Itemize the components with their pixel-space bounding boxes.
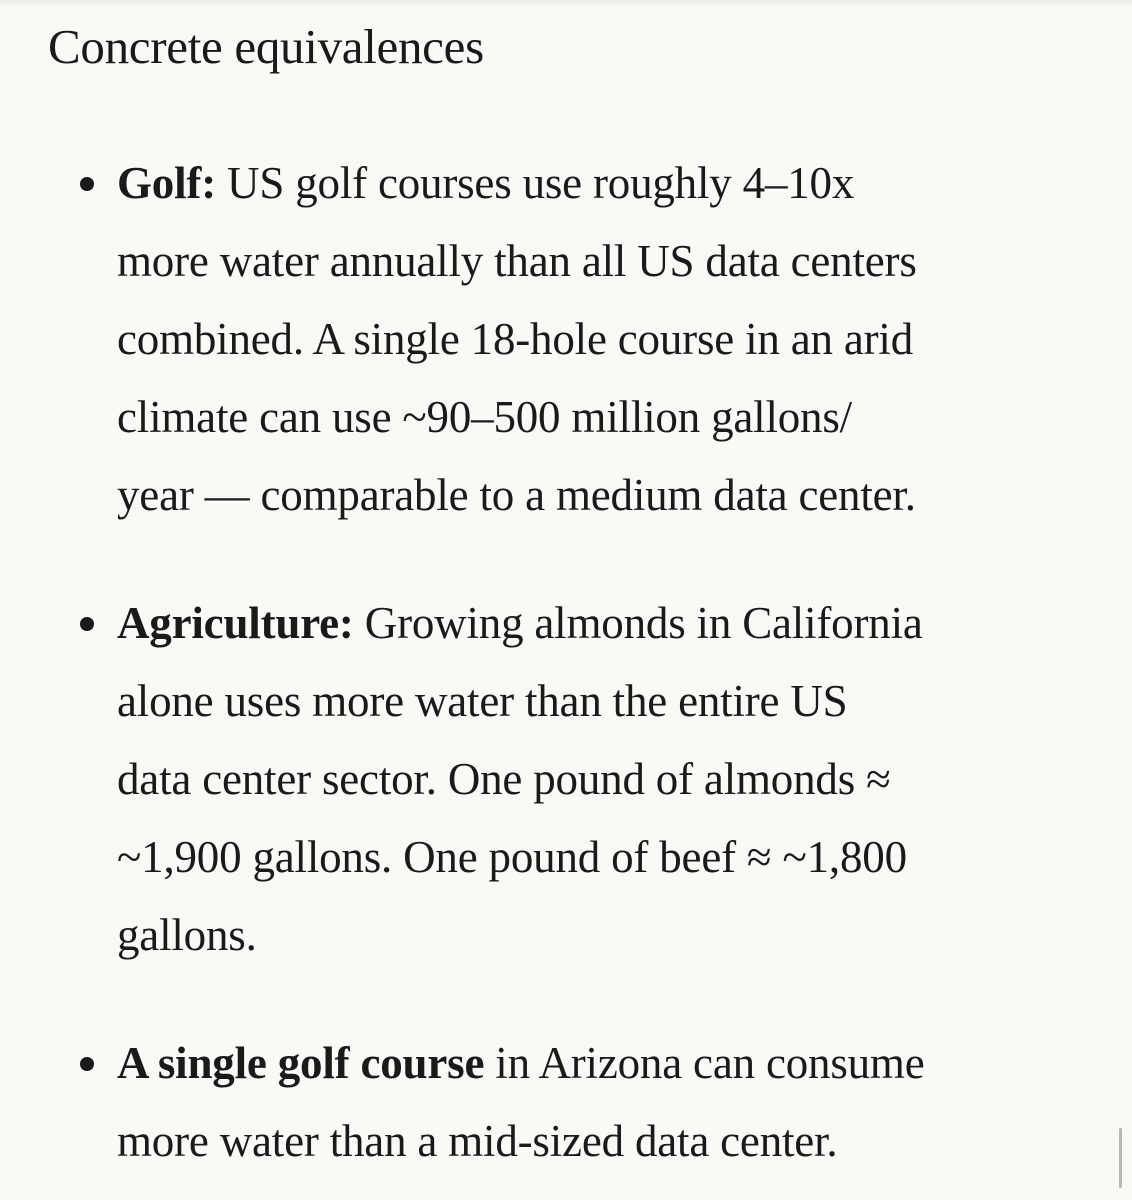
item-text: year — comparable to a medium data center.: [117, 470, 916, 520]
item-lead: Agriculture:: [117, 598, 354, 648]
item-line: [117, 584, 1097, 662]
item-text: more water annually than all US data centers: [117, 236, 917, 286]
item-text: climate can use ~90–500 million gallons/: [117, 392, 852, 442]
item-line: [117, 1024, 1097, 1102]
list-item-golf: [117, 144, 1097, 534]
list-item-agriculture: [117, 584, 1097, 974]
item-text: Growing almonds in California: [364, 598, 923, 648]
item-text: data center sector. One pound of almonds ≈: [117, 754, 891, 804]
list-item-single-golf-course: [117, 1024, 1097, 1180]
bullet-icon: [80, 1057, 94, 1071]
item-text: more water than a mid-sized data center.: [117, 1116, 838, 1166]
item-text: gallons.: [117, 910, 257, 960]
bullet-icon: [80, 617, 94, 631]
item-text: ~1,900 gallons. One pound of beef ≈ ~1,800: [117, 832, 907, 882]
bullet-icon: [80, 177, 94, 191]
scrollbar-thumb[interactable]: [1119, 1128, 1122, 1188]
item-text: US golf courses use roughly 4–10x: [227, 158, 855, 208]
item-line: [117, 144, 1097, 222]
item-lead: A single golf course: [117, 1038, 485, 1088]
item-text: in Arizona can consume: [495, 1038, 925, 1088]
item-text: alone uses more water than the entire US: [117, 676, 848, 726]
section-heading: Concrete equivalences: [48, 19, 484, 74]
item-text: combined. A single 18-hole course in an arid: [117, 314, 914, 364]
item-lead: Golf:: [117, 158, 216, 208]
top-edge-shadow: [0, 0, 1132, 8]
